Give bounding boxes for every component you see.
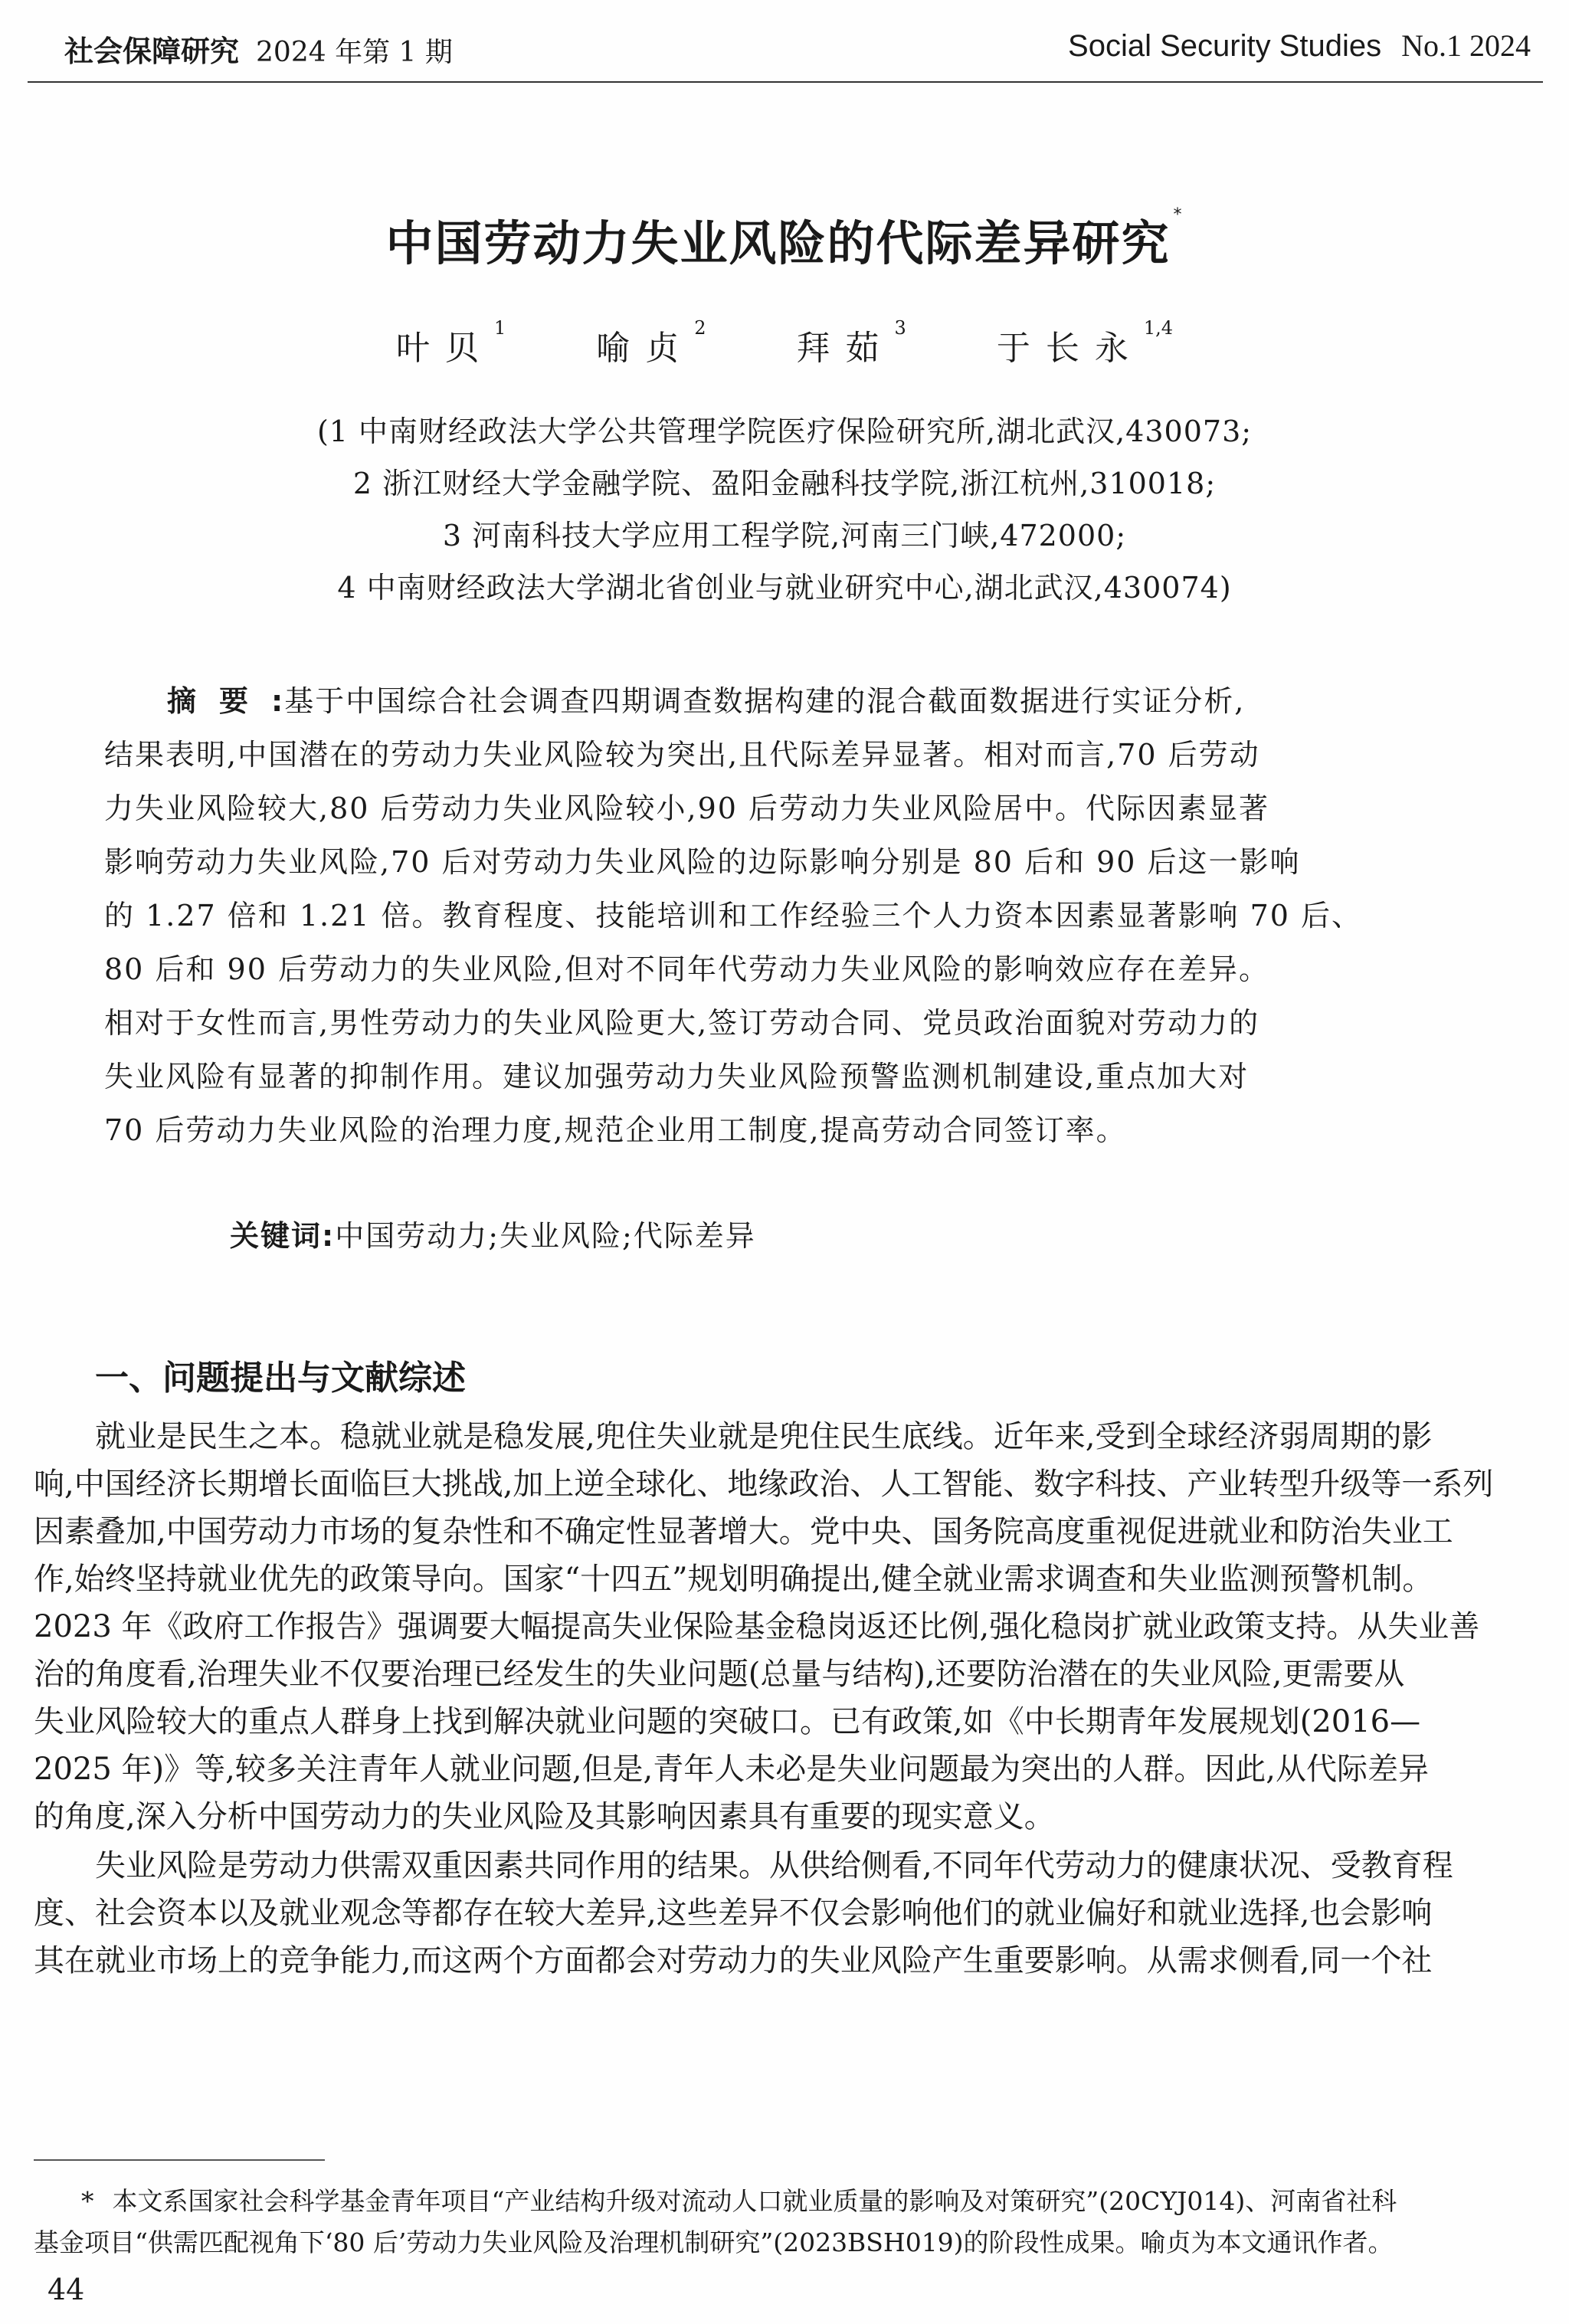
affiliation-3: 3 河南科技大学应用工程学院,河南三门峡,472000; [442,519,1127,552]
body-line: 2025 年)》等,较多关注青年人就业问题,但是,青年人未必是失业问题最为突出的人群。因此,从代际差异 [34,1752,1429,1787]
abstract-line: 的 1.27 倍和 1.21 倍。教育程度、技能培训和工作经验三个人力资本因素显著影响 70 后、 [104,899,1363,933]
footnote [34,2181,1546,2263]
journal-name-en: Social Security Studies [1068,29,1382,63]
body-line: 作,始终坚持就业优先的政策导向。国家“十四五”规划明确提出,健全就业需求调查和失业监测预警机制。 [34,1562,1433,1597]
affiliation-2: 2 浙江财经大学金融学院、盈阳金融科技学院,浙江杭州,310018; [352,467,1217,500]
body-line: 因素叠加,中国劳动力市场的复杂性和不确定性显著增大。党中央、国务院高度重视促进就业和防治失业工 [34,1514,1453,1549]
abstract-label: 摘要 [167,684,272,718]
body-line: 的角度,深入分析中国劳动力的失业风险及其影响因素具有重要的现实意义。 [34,1799,1055,1834]
keywords-label: 关键词: [230,1219,336,1253]
running-header-right [1068,28,1531,64]
abstract-line: 摘要:基于中国综合社会调查四期调查数据构建的混合截面数据进行实证分析, [167,684,1246,718]
page-number: 44 [47,2273,85,2306]
abstract-line: 力失业风险较大,80 后劳动力失业风险较小,90 后劳动力失业风险居中。代际因素显著 [104,792,1270,825]
section-heading: 一、问题提出与文献综述 [95,1359,466,1398]
abstract-line: 失业风险有显著的抑制作用。建议加强劳动力失业风险预警监测机制建设,重点加大对 [104,1060,1250,1093]
author-3: 拜茹$^3$ [796,317,906,368]
abstract-line: 结果表明,中国潜在的劳动力失业风险较为突出,且代际差异显著。相对而言,70 后劳动 [104,738,1260,772]
footnote-mark: * [81,2186,94,2216]
abstract-line: 相对于女性而言,男性劳动力的失业风险更大,签订劳动合同、党员政治面貌对劳动力的 [104,1006,1260,1040]
issue-en: No.1 2024 [1401,28,1531,63]
abstract [104,674,1408,1157]
body-line: 度、社会资本以及就业观念等都存在较大差异,这些差异不仅会影响他们的就业偏好和就业选择,也会影响 [34,1896,1433,1931]
affiliation-4: 4 中南财经政法大学湖北省创业与就业研究中心,湖北武汉,430074) [337,571,1232,605]
body-line: 2023 年《政府工作报告》强调要大幅提高失业保险基金稳岗返还比例,强化稳岗扩就业政策支持。从失业善 [34,1609,1480,1644]
author-2: 喻贞$^2$ [596,317,706,368]
affiliation-1: (1 中南财经政法大学公共管理学院医疗保险研究所,湖北武汉,430073; [316,415,1253,448]
author-4: 于长永$^{1,4}$ [996,317,1173,368]
author-1: 叶贝$^1$ [395,317,506,368]
title-text: 中国劳动力失业风险的代际差异研究 [385,215,1171,271]
footnote-line: 基金项目“供需匹配视角下‘80 后’劳动力失业风险及治理机制研究”(2023BSH019)的阶段性成果。喻贞为本文通讯作者。 [34,2227,1394,2257]
header-rule [28,81,1543,83]
footnote-line: * 本文系国家社会科学基金青年项目“产业结构升级对流动人口就业质量的影响及对策研究”(20CYJ014)、河南省社科 [81,2186,1397,2216]
abstract-line: 70 后劳动力失业风险的治理力度,规范企业用工制度,提高劳动合同签订率。 [104,1113,1127,1147]
body-paragraph-2 [34,1842,1546,1985]
body-line: 就业是民生之本。稳就业就是稳发展,兜住失业就是兜住民生底线。近年来,受到全球经济弱周期的影 [95,1419,1433,1454]
body-line: 失业风险是劳动力供需双重因素共同作用的结果。从供给侧看,不同年代劳动力的健康状况、受教育程 [95,1848,1453,1883]
title-footnote-mark: * [1173,205,1184,225]
body-line: 失业风险较大的重点人群身上找到解决就业问题的突破口。已有政策,如《中长期青年发展规划(2016— [34,1704,1421,1739]
journal-name-cn: 社会保障研究 [64,34,240,68]
body-paragraph-1 [34,1413,1546,1841]
author-list [0,317,1569,369]
body-line: 响,中国经济长期增长面临巨大挑战,加上逆全球化、地缘政治、人工智能、数字科技、产业转型升级等一系列 [34,1467,1494,1502]
running-header-left [64,28,453,70]
keywords-text: 中国劳动力;失业风险;代际差异 [335,1219,756,1253]
issue-cn: 2024 年第 1 期 [256,37,453,68]
paper-title [0,205,1569,274]
abstract-line: 80 后和 90 后劳动力的失业风险,但对不同年代劳动力失业风险的影响效应存在差异。 [104,952,1270,986]
body-line: 其在就业市场上的竞争能力,而这两个方面都会对劳动力的失业风险产生重要影响。从需求侧看,同一个社 [34,1943,1433,1978]
footnote-rule [34,2159,325,2161]
body-line: 治的角度看,治理失业不仅要治理已经发生的失业问题(总量与结构),还要防治潜在的失业风险,更需要从 [34,1657,1405,1692]
abstract-line: 影响劳动力失业风险,70 后对劳动力失业风险的边际影响分别是 80 后和 90 后这一影响 [104,845,1301,879]
keywords [230,1212,756,1254]
